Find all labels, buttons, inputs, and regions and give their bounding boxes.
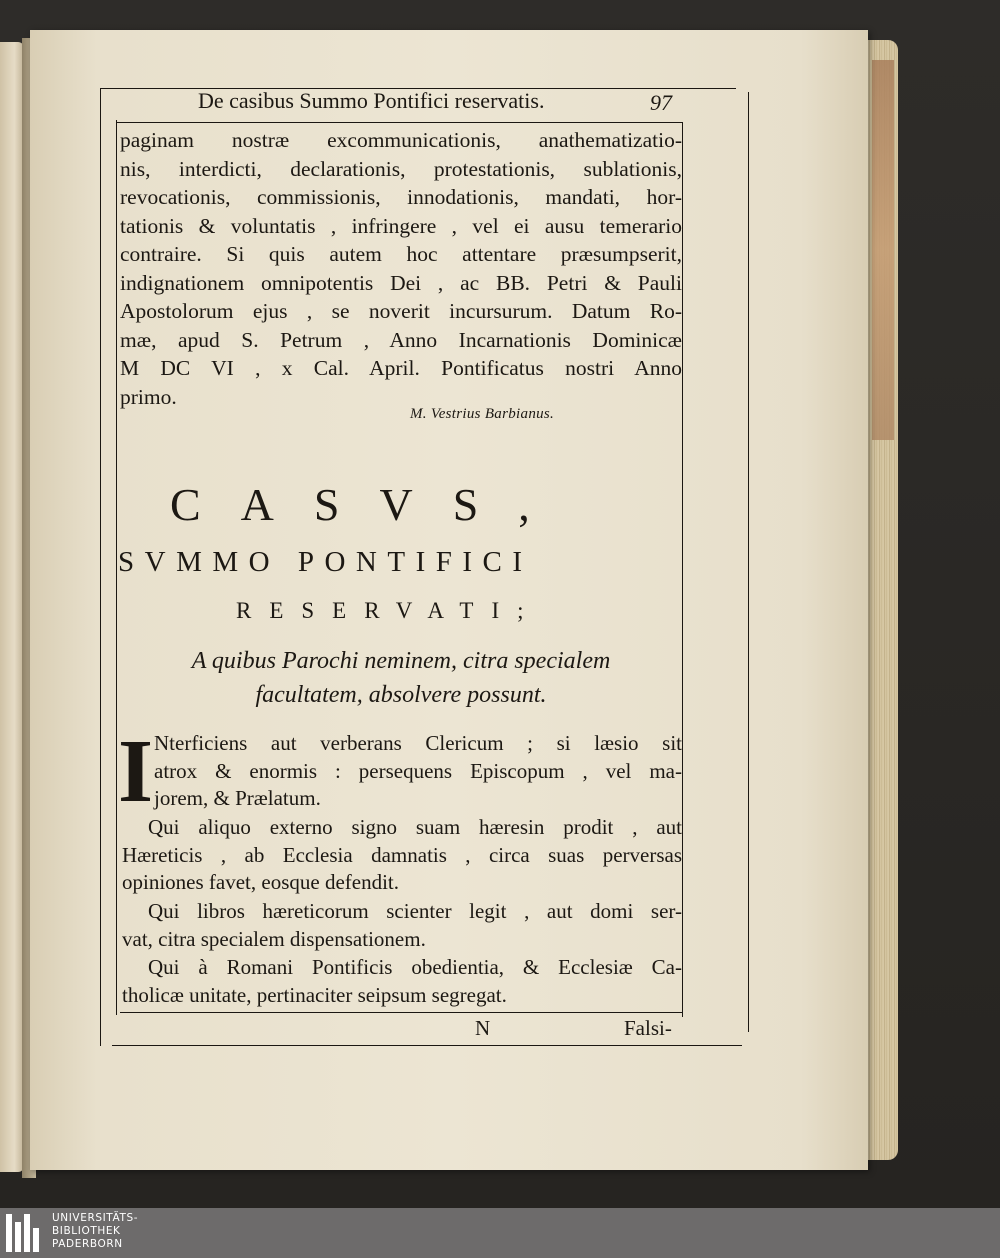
drop-capital: I <box>118 722 154 821</box>
library-footer-bar <box>0 1208 1000 1258</box>
text-line: nis, interdicti, declarationis, protestationis, sublationis, <box>120 156 682 181</box>
text-line: indignationem omnipotentis Dei , ac BB. Petri & Pauli <box>120 270 682 295</box>
section-title-casus: CASVS, <box>170 479 570 530</box>
signature-mark: N <box>475 1016 491 1040</box>
previous-page-edge <box>0 42 24 1172</box>
library-logo-icon <box>6 1214 44 1252</box>
text-line: primo. <box>120 384 177 409</box>
text-line: Nterficiens aut verberans Clericum ; si læsio sit <box>154 731 682 755</box>
page-edge-stain <box>872 60 894 440</box>
page-number: 97 <box>650 90 672 115</box>
text-line: revocationis, commissionis, innodationis, mandati, hor- <box>120 185 682 209</box>
library-name <box>52 1212 138 1251</box>
frame-right-rule <box>748 92 749 1032</box>
frame-bottom-rule <box>112 1045 742 1046</box>
body-paragraph <box>120 126 682 411</box>
text-line: paginam nostræ excommunicationis, anathematizatio- <box>120 128 682 152</box>
text-line: mæ, apud S. Petrum , Anno Incarnationis Dominicæ <box>120 327 682 352</box>
text-line: M DC VI , x Cal. April. Pontificatus nostri Anno <box>120 356 682 380</box>
inner-frame-left <box>116 120 117 1015</box>
text-line: vat, citra specialem dispensationem. <box>122 926 426 951</box>
text-line: Qui à Romani Pontificis obedientia, & Ecclesiæ Ca- <box>148 955 682 979</box>
case-paragraph <box>122 730 682 813</box>
section-subtitle: facultatem, absolvere possunt. <box>255 682 547 708</box>
inner-frame-top <box>116 122 682 123</box>
text-line: opiniones favet, eosque defendit. <box>122 870 399 894</box>
text-line: Qui aliquo externo signo suam hæresin prodit , aut <box>148 815 682 839</box>
text-line: atrox & enormis : persequens Episcopum , vel ma- <box>154 758 682 783</box>
frame-left-rule <box>100 88 101 1046</box>
section-subtitle: A quibus Parochi neminem, citra specialem <box>191 648 611 674</box>
library-name-line: UNIVERSITÄTS- <box>52 1212 139 1224</box>
signature: M. Vestrius Barbianus. <box>410 406 555 422</box>
case-paragraph <box>122 814 682 897</box>
section-title-summo: SVMMO PONTIFICI <box>118 546 533 578</box>
text-line: Hæreticis , ab Ecclesia damnatis , circa suas perversas <box>122 842 682 867</box>
library-name-line: PADERBORN <box>52 1238 123 1250</box>
text-line: Qui libros hæreticorum scienter legit , aut domi ser- <box>148 899 682 923</box>
text-line: tholicæ unitate, pertinaciter seipsum segregat. <box>122 982 507 1007</box>
text-line: tationis & voluntatis , infringere , vel ei ausu temerario <box>120 213 682 238</box>
running-head: De casibus Summo Pontifici reservatis. <box>198 88 545 113</box>
case-paragraph <box>122 954 682 1009</box>
library-name-line: BIBLIOTHEK <box>52 1225 121 1237</box>
book-page <box>30 30 868 1170</box>
text-line: contraire. Si quis autem hoc attentare præsumpserit, <box>120 242 682 266</box>
case-paragraph <box>122 898 682 953</box>
section-title-reservati: RESERVATI; <box>236 598 542 623</box>
catchword: Falsi- <box>624 1016 672 1040</box>
text-line: jorem, & Prælatum. <box>154 786 321 810</box>
inner-frame-bottom <box>120 1012 682 1013</box>
text-line: Apostolorum ejus , se noverit incursurum. Datum Ro- <box>120 299 682 323</box>
